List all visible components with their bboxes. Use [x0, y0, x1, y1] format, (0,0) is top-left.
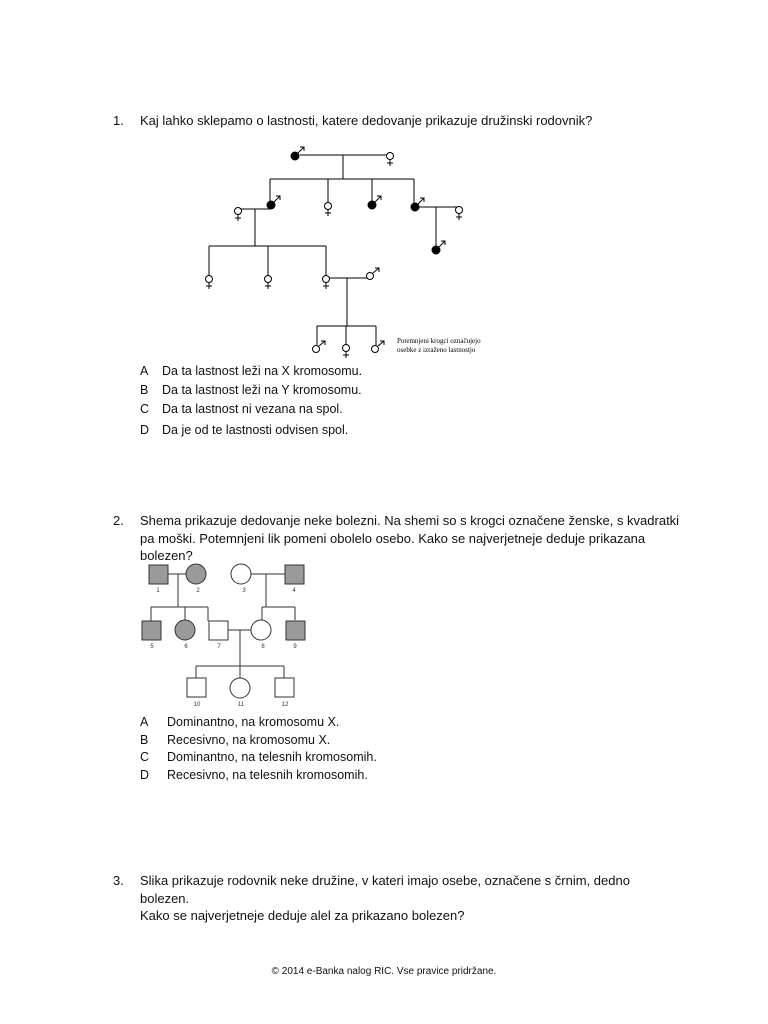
affected-female-circle: [175, 620, 195, 640]
question-3-number: 3.: [113, 873, 124, 888]
option-c[interactable]: [140, 749, 377, 767]
question-2-options: [140, 714, 377, 784]
affected-male-square: [285, 565, 304, 584]
female-circle: [230, 678, 250, 698]
option-letter: C: [140, 750, 150, 764]
pedigree-2-label: 8: [261, 644, 265, 650]
question-3-text: [140, 872, 630, 925]
option-text: Da ta lastnost ni vezana na spol.: [162, 402, 343, 416]
option-letter: B: [140, 732, 149, 747]
female-circle: [251, 620, 271, 640]
option-b[interactable]: [140, 732, 377, 750]
male-square: [209, 621, 228, 640]
option-text: Da ta lastnost leži na X kromosomu.: [162, 364, 363, 378]
option-letter: C: [140, 402, 150, 416]
option-letter: A: [140, 364, 149, 378]
question-2-line: pa moški. Potemnjeni lik pomeni obolelo osebo. Kako se najverjetneje deduje prikazana: [140, 530, 646, 546]
question-2-line: bolezen?: [140, 548, 193, 563]
question-1-number: 1.: [113, 113, 124, 128]
option-letter: B: [140, 383, 149, 397]
pedigree-2-label: 3: [242, 588, 246, 594]
pedigree-2-label: 4: [292, 588, 296, 594]
pedigree-2-label: 1: [156, 588, 160, 594]
question-2-number: 2.: [113, 513, 124, 528]
pedigree-2-label: 7: [217, 644, 221, 650]
question-3-line: Slika prikazuje rodovnik neke družine, v kateri imajo osebe, označene s črnim, dedno: [140, 873, 630, 888]
male-square: [275, 678, 294, 697]
affected-female-circle: [186, 564, 206, 584]
pedigree-2-label: 9: [293, 644, 297, 650]
affected-male-square: [286, 621, 305, 640]
affected-male-square: [149, 565, 168, 584]
pedigree-2-label: 2: [196, 588, 200, 594]
option-text: Dominantno, na kromosomu X.: [167, 715, 340, 729]
option-letter: D: [140, 423, 150, 437]
option-text: Da je od te lastnosti odvisen spol.: [162, 423, 349, 437]
pedigree-2-label: 5: [150, 644, 154, 650]
option-text: Da ta lastnost leži na Y kromosomu.: [162, 383, 362, 397]
pedigree-2-label: 10: [193, 702, 201, 708]
female-circle: [231, 564, 251, 584]
affected-male-square: [142, 621, 161, 640]
pedigree-1-legend-line-1: Potemnjeni krogci označujejo: [397, 337, 481, 345]
copyright-footer: © 2014 e-Banka nalog RIC. Vse pravice pridržane.: [271, 966, 497, 977]
question-1-text: Kaj lahko sklepamo o lastnosti, katere dedovanje prikazuje družinski rodovnik?: [140, 113, 593, 128]
pedigree-2-label: 12: [281, 702, 289, 708]
option-a[interactable]: [140, 714, 377, 732]
pedigree-1-legend-line-2: osebke z izraženo lastnostjo: [397, 346, 476, 354]
option-text: Dominantno, na telesnih kromosomih.: [167, 750, 377, 764]
option-d[interactable]: [140, 767, 377, 785]
option-text: Recesivno, na kromosomu X.: [167, 732, 331, 747]
option-letter: A: [140, 715, 149, 729]
option-text: Recesivno, na telesnih kromosomih.: [167, 767, 368, 782]
option-letter: D: [140, 767, 150, 782]
pedigree-2-label: 6: [184, 644, 188, 650]
question-3-line: bolezen.: [140, 890, 190, 906]
question-2-line: Shema prikazuje dedovanje neke bolezni. Na shemi so s krogci označene ženske, s kvadratki: [140, 513, 680, 528]
question-3-line: Kako se najverjetneje deduje alel za prikazano bolezen?: [140, 908, 465, 923]
male-square: [187, 678, 206, 697]
pedigree-2-label: 11: [237, 702, 245, 708]
